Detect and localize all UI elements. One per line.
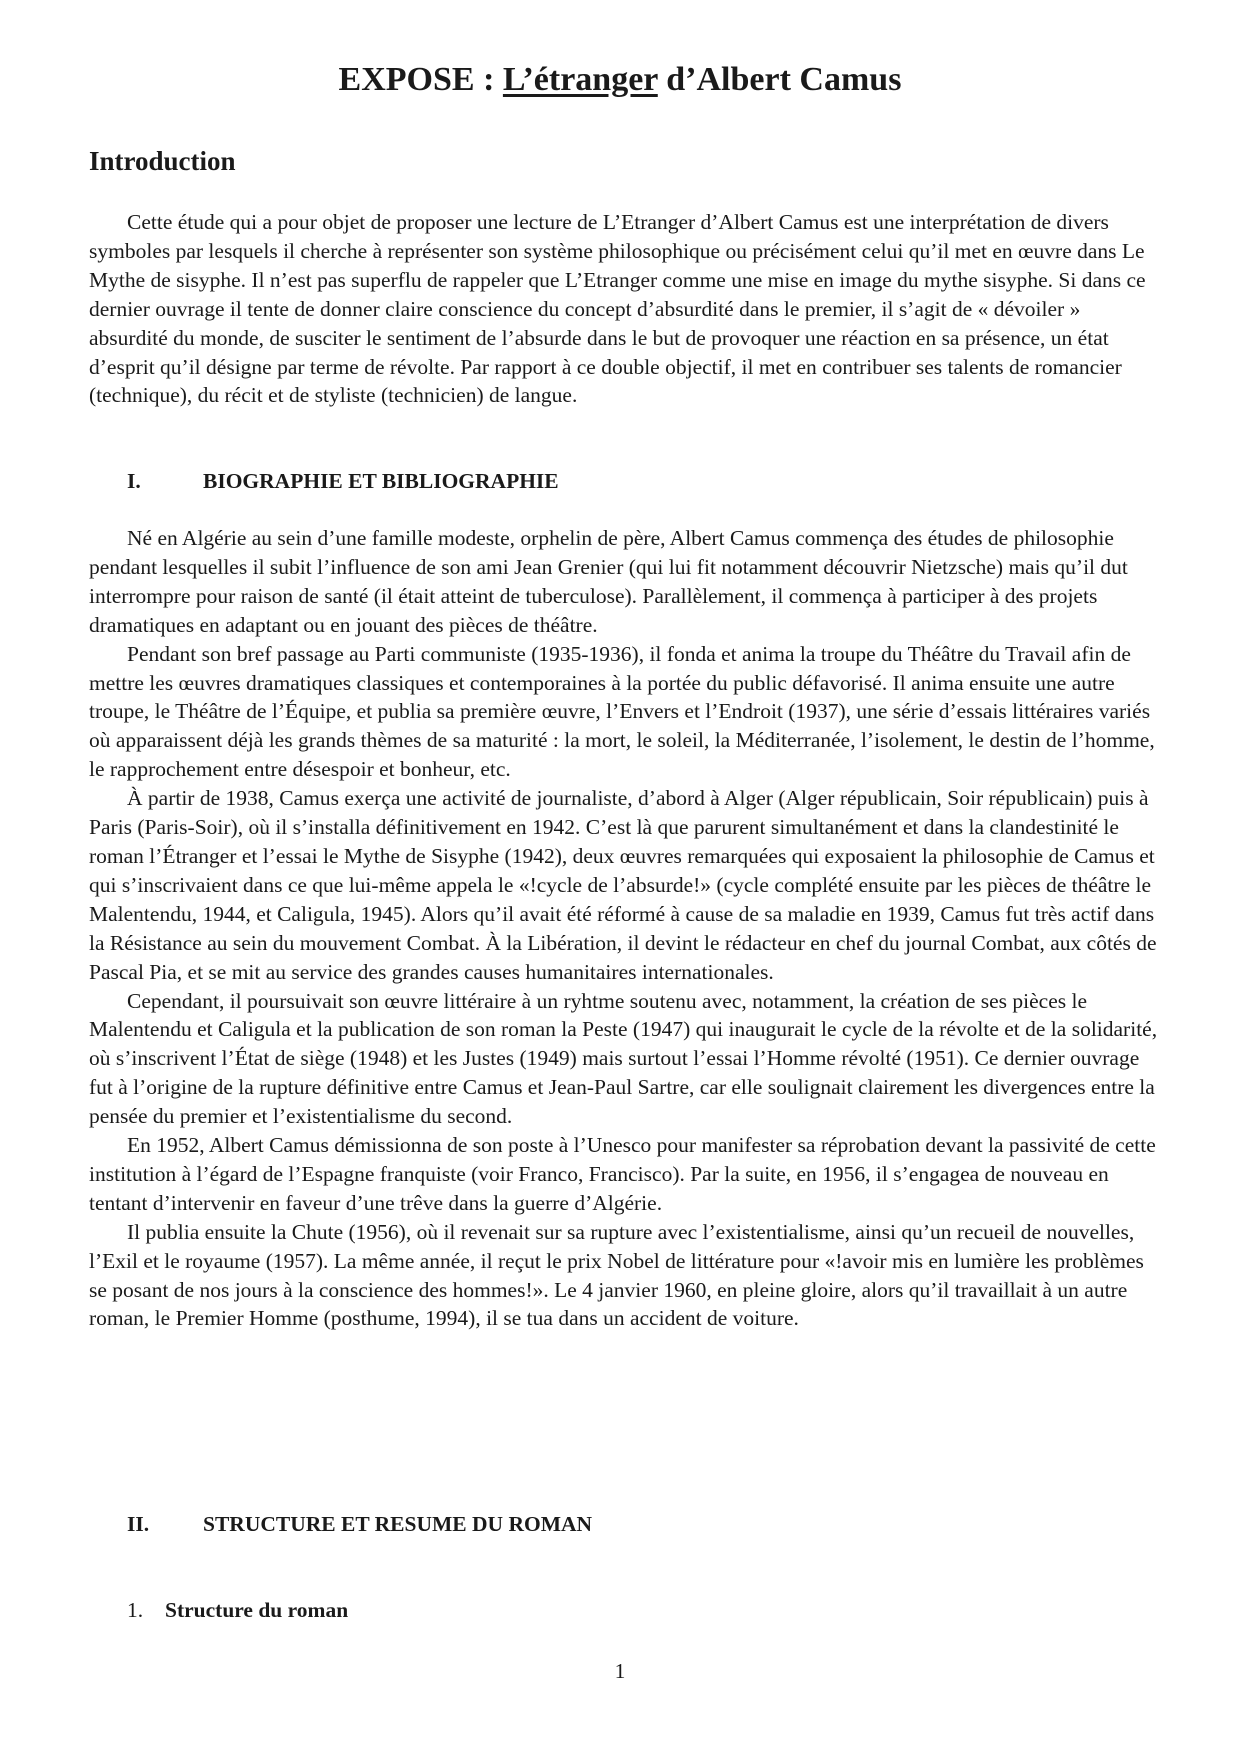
subsection-title: Structure du roman xyxy=(165,1598,349,1622)
introduction-heading: Introduction xyxy=(89,146,236,176)
subsection-number: 1. xyxy=(127,1598,144,1622)
section-2-number: II. xyxy=(127,1512,150,1536)
biography-paragraph: Il publia ensuite la Chute (1956), où il revenait sur sa rupture avec l’existentialisme, ainsi qu’un recueil de nouvelles, l’Exil et le royaume (1957). La même année, il reçut le prix Nobel de littérature pour «!avoir mis en lumière les problèmes se posant de nos jours à la conscience des hommes!». Le 4 janvier 1960, en pleine gloire, alors qu’il travaillait à un autre roman, le Premier Homme (posthume, 1994), il se tua dans un accident de voiture. xyxy=(89,1219,1144,1331)
introduction-body xyxy=(89,208,1159,410)
biography-paragraph: Né en Algérie au sein d’une famille modeste, orphelin de père, Albert Camus commença des études de philosophie pendant lesquelles il subit l’influence de son ami Jean Grenier (qui lui fit notamment découvrir Nietzsche) mais qu’il dut interrompre pour raison de santé (il était atteint de tuberculose). Parallèlement, il commença à participer à des projets dramatiques en adaptant ou en jouant des pièces de théâtre. xyxy=(89,526,1128,637)
section-2-title: STRUCTURE ET RESUME DU ROMAN xyxy=(203,1512,593,1536)
document-title xyxy=(0,58,1240,102)
biography-paragraph: Cependant, il poursuivait son œuvre littéraire à un ryhtme soutenu avec, notamment, la création de ses pièces le Malentendu et Caligula et la publication de son roman la Peste (1947) qui inaugurait le cycle de la révolte et de la solidarité, où s’inscrivent l’État de siège (1948) et les Justes (1949) mais surtout l’essai l’Homme révolté (1951). Ce dernier ouvrage fut à l’origine de la rupture définitive entre Camus et Jean-Paul Sartre, car elle soulignait clairement les divergences entre la pensée du premier et l’existentialisme du second. xyxy=(89,988,1158,1129)
section-1-body xyxy=(89,524,1159,1333)
introduction-paragraph: Cette étude qui a pour objet de proposer une lecture de L’Etranger d’Albert Camus est une interprétation de divers symboles par lesquels il cherche à représenter son système philosophique ou précisément celui qu’il met en œuvre dans Le Mythe de sisyphe. Il n’est pas superflu de rappeler que L’Etranger comme une mise en image du mythe sisyphe. Si dans ce dernier ouvrage il tente de donner claire conscience du concept d’absurdité dans le premier, il s’agit de « dévoiler » absurdité du monde, de susciter le sentiment de l’absurde dans le but de provoquer une réaction en sa présence, un état d’esprit qu’il désigne par terme de révolte. Par rapport à ce double objectif, il met en contribuer ses talents de romancier (technique), du récit et de styliste (technicien) de langue. xyxy=(89,210,1146,408)
title-work: L’étranger xyxy=(502,61,658,98)
section-1-title: BIOGRAPHIE ET BIBLIOGRAPHIE xyxy=(203,469,559,493)
subsection-heading xyxy=(127,1596,348,1624)
biography-paragraph: À partir de 1938, Camus exerça une activité de journaliste, d’abord à Alger (Alger républicain, Soir républicain) puis à Paris (Paris-Soir), où il s’installa définitivement en 1942. C’est là que parurent simultanément et dans la clandestinité le roman l’Étranger et l’essai le Mythe de Sisyphe (1942), deux œuvres remarquées qui exposaient la philosophie de Camus et qui s’inscrivaient dans ce que lui-même appela le «!cycle de l’absurde!» (cycle complété ensuite par les pièces de théâtre le Malentendu, 1944, et Caligula, 1945). Alors qu’il avait été réformé à cause de sa maladie en 1939, Camus fut très actif dans la Résistance au sein du mouvement Combat. À la Libération, il devint le rédacteur en chef du journal Combat, aux côtés de Pascal Pia, et se mit au service des grandes causes humanitaires internationales. xyxy=(89,786,1157,984)
page-number: 1 xyxy=(614,1659,626,1683)
section-1-number: I. xyxy=(127,469,141,493)
biography-paragraph: Pendant son bref passage au Parti communiste (1935-1936), il fonda et anima la troupe du Théâtre du Travail afin de mettre les œuvres dramatiques classiques et contemporaines à la portée du public défavorisé. Il anima ensuite une autre troupe, le Théâtre de l’Équipe, et publia sa première œuvre, l’Envers et l’Endroit (1937), une série d’essais littéraires variés où apparaissent déjà les grands thèmes de sa maturité : la mort, le soleil, la Méditerranée, l’isolement, le destin de l’homme, le rapprochement entre désespoir et bonheur, etc. xyxy=(89,641,1155,782)
biography-paragraph: En 1952, Albert Camus démissionna de son poste à l’Unesco pour manifester sa réprobation devant la passivité de cette institution à l’égard de l’Espagne franquiste (voir Franco, Francisco). Par la suite, en 1956, il s’engagea de nouveau en tentant d’intervenir en faveur d’une trêve dans la guerre d’Algérie. xyxy=(89,1133,1156,1215)
section-1-heading xyxy=(127,467,559,495)
title-suffix: d’Albert Camus xyxy=(657,61,902,98)
title-prefix: EXPOSE : xyxy=(338,61,503,98)
section-2-heading xyxy=(127,1510,592,1538)
